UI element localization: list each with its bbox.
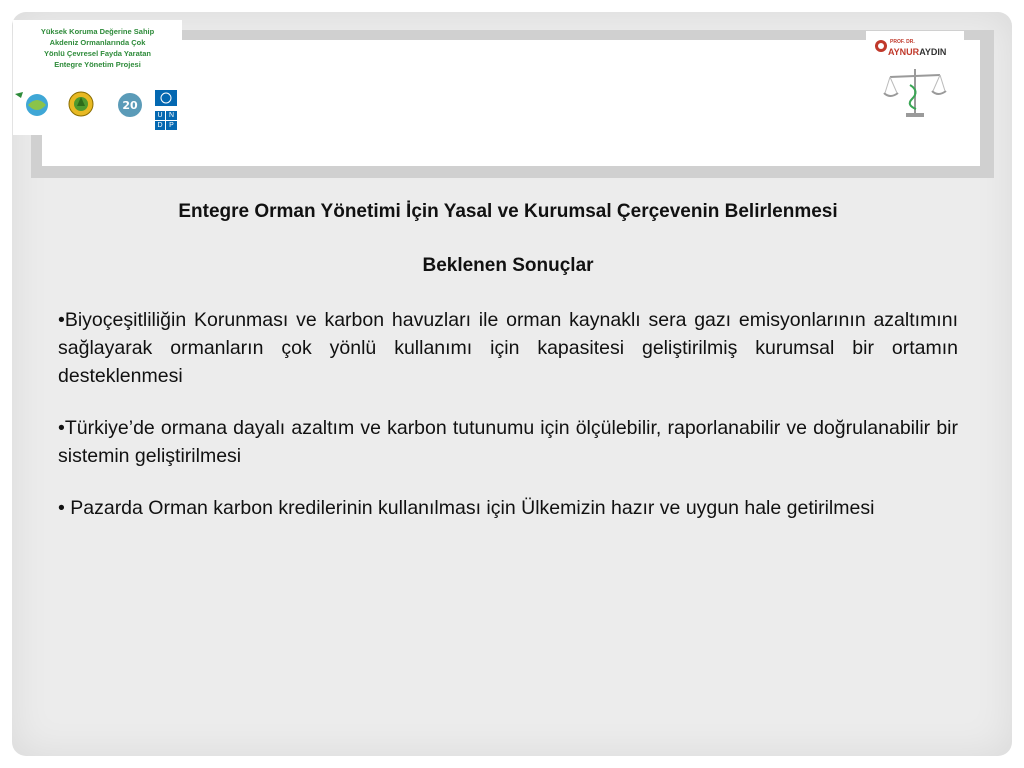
un-emblem-icon: [155, 90, 177, 106]
undp-letter: P: [166, 121, 177, 130]
project-title: [13, 26, 182, 70]
project-title-line: Yüksek Koruma Değerine Sahip: [40, 27, 155, 36]
ministry-logo: [13, 90, 53, 120]
brand-name-rest: AYDIN: [919, 47, 947, 57]
project-title-line: Entegre Yönetim Projesi: [54, 60, 141, 69]
brand-prefix: PROF. DR.: [890, 39, 915, 45]
bullet-item: • Pazarda Orman karbon kredilerinin kullanılması için Ülkemizin hazır ve uygun hale getirilmesi: [58, 497, 875, 519]
gef-20-logo: [116, 92, 144, 118]
undp-letter: D: [155, 121, 165, 130]
slide-content: [58, 198, 958, 546]
project-logo-block: [13, 20, 182, 135]
brand-name: [888, 47, 946, 57]
project-title-line: Yönlü Çevresel Fayda Yaratan: [44, 49, 151, 58]
forestry-logo: [67, 90, 95, 118]
undp-letter: U: [155, 111, 165, 120]
undp-logo: [155, 90, 177, 130]
undp-letter: N: [166, 111, 177, 120]
partner-logos: [13, 90, 182, 135]
slide-title: Entegre Orman Yönetimi İçin Yasal ve Kurumsal Çerçevenin Belirlenmesi: [178, 201, 838, 222]
scales-of-justice-icon: [880, 65, 950, 121]
svg-text:20: 20: [122, 99, 138, 112]
project-title-line: Akdeniz Ormanlarında Çok: [49, 38, 146, 47]
bullet-item: •Biyoçeşitliliğin Korunması ve karbon havuzları ile orman kaynaklı sera gazı emisyonlarının azaltımını sağlayarak ormanların çok yönlü kullanımı için kapasitesi geliştirilmiş kurumsal bir ortamın desteklenmesi: [58, 309, 958, 387]
brand-logo-block: [866, 31, 964, 123]
section-subtitle: Beklenen Sonuçlar: [422, 255, 594, 276]
brand-mark-icon: [874, 39, 888, 53]
bullet-item: •Türkiye’de ormana dayalı azaltım ve karbon tutunumu için ölçülebilir, raporlanabilir ve doğrulanabilir bir sistemin geliştirilmesi: [58, 417, 958, 467]
header-banner: [42, 40, 980, 166]
brand-name-bold: AYNUR: [888, 47, 920, 57]
